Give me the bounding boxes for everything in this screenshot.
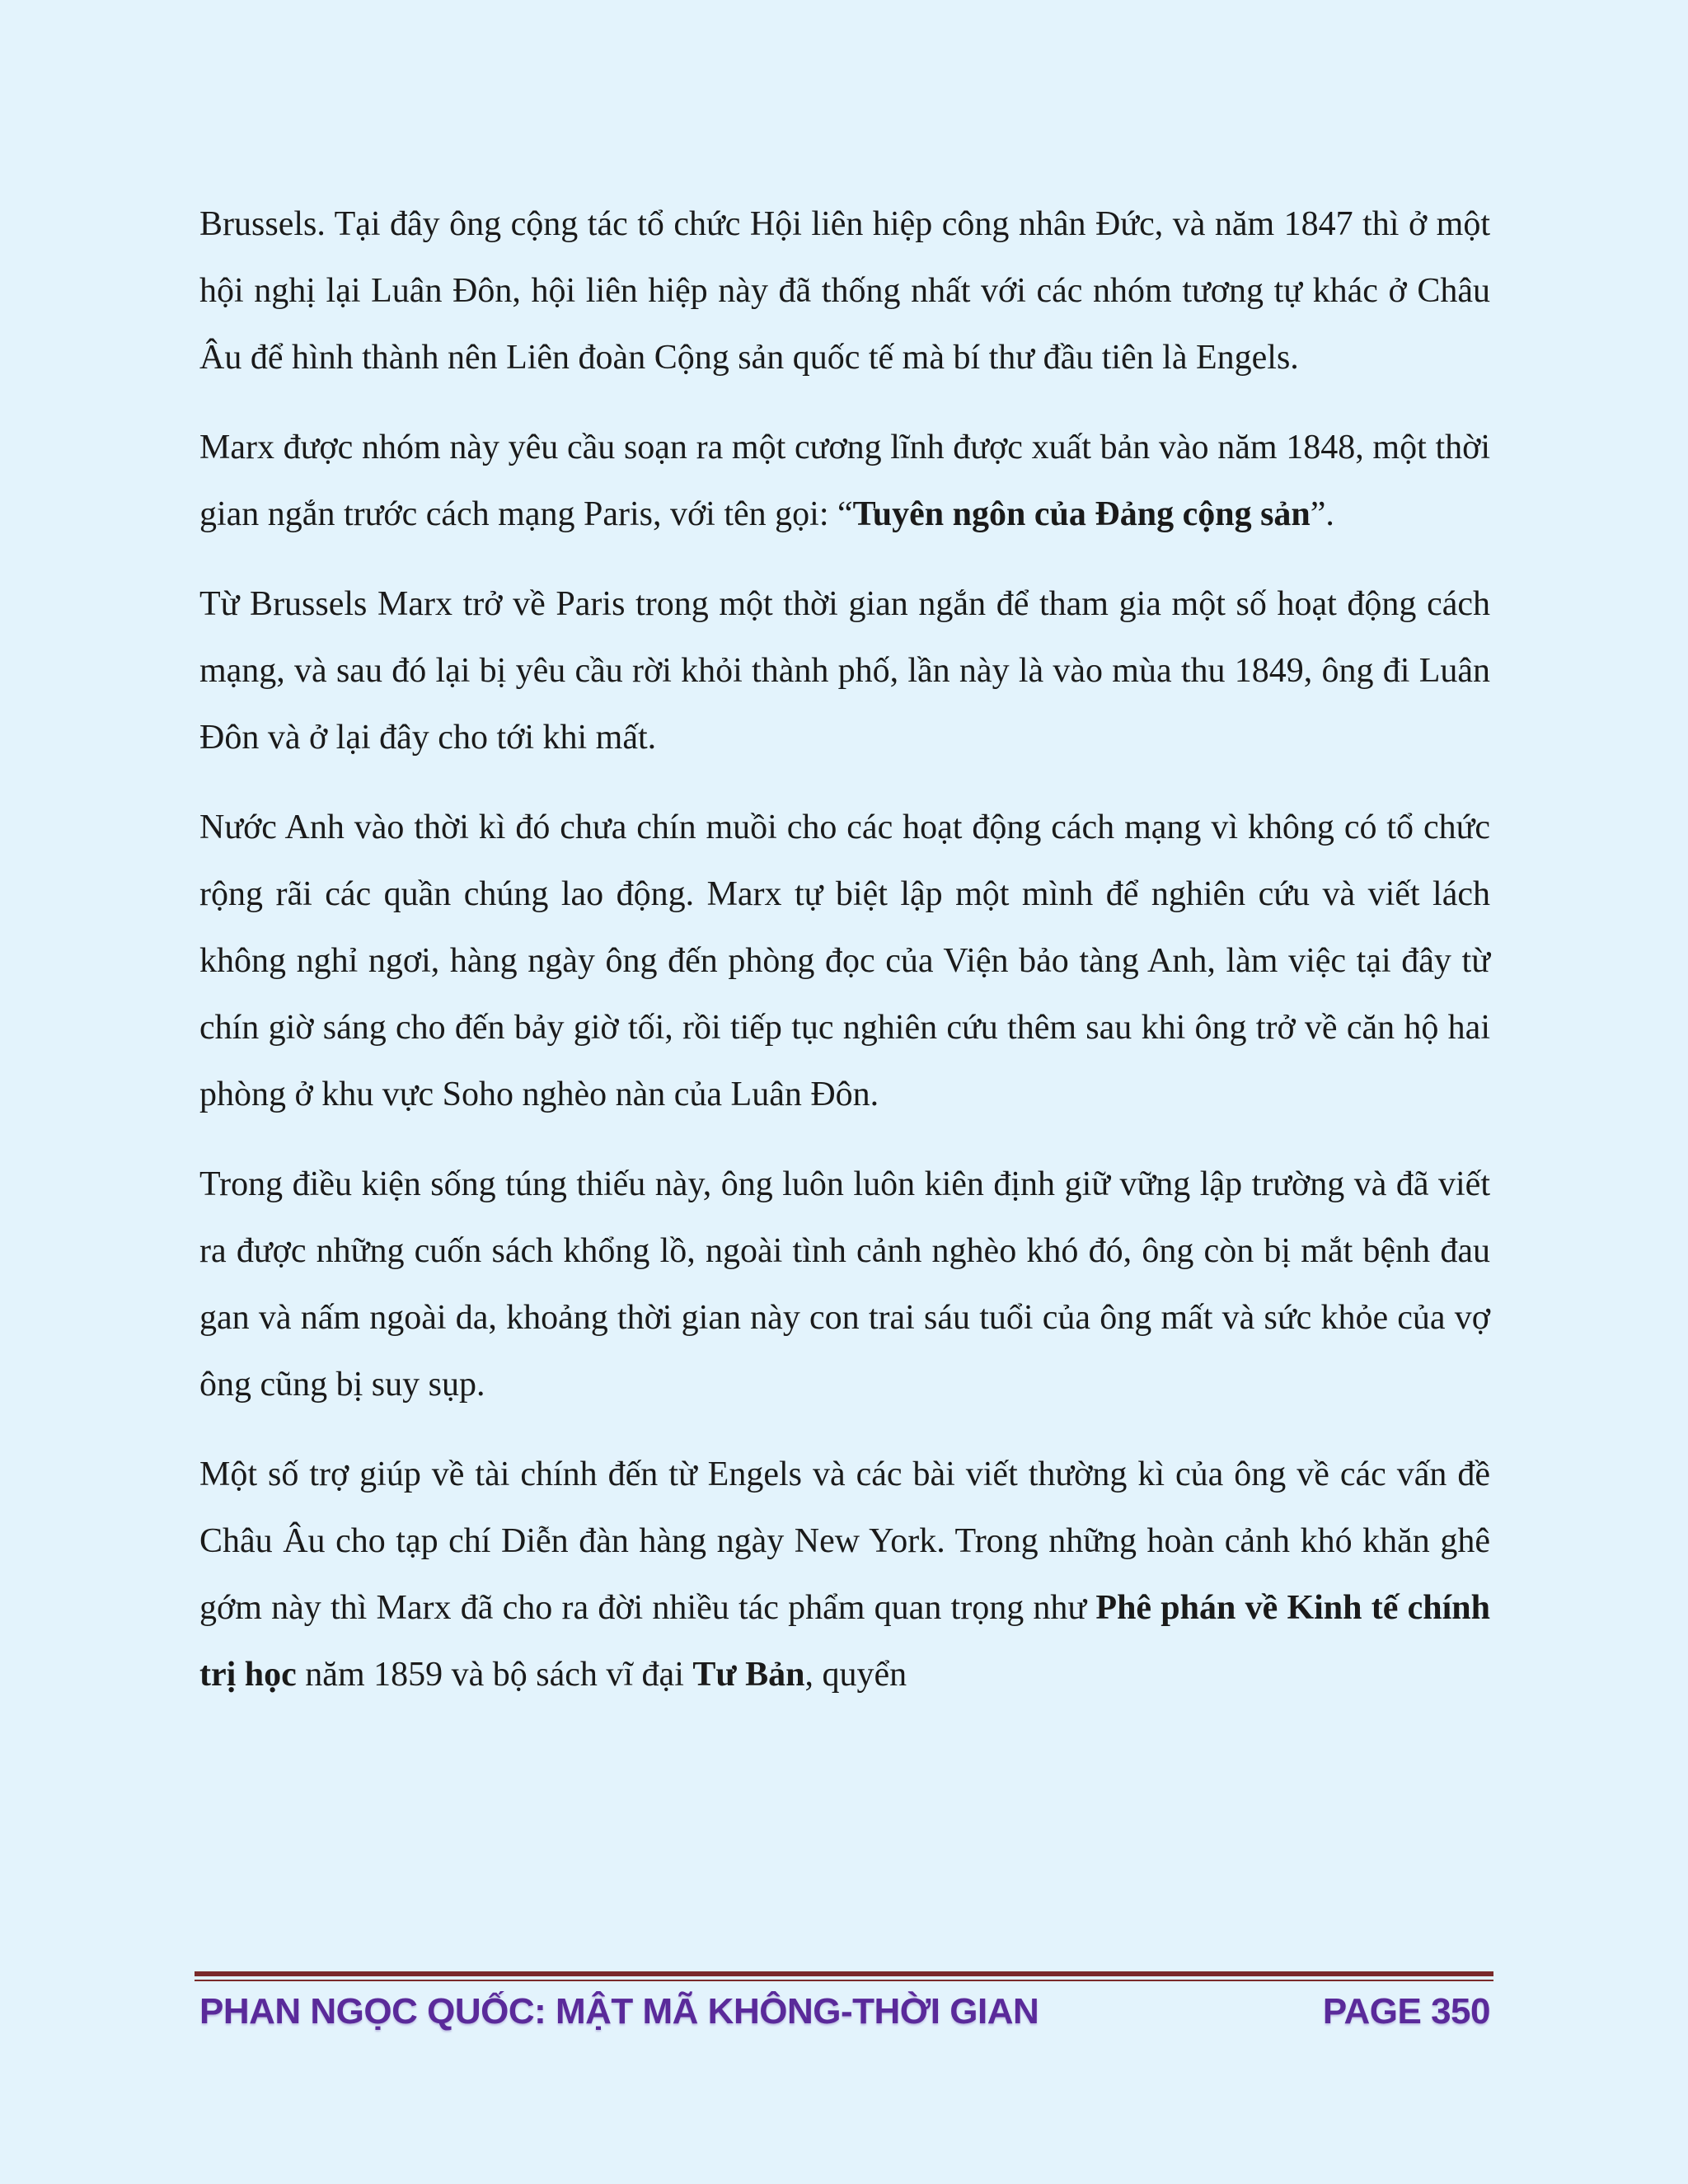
footer-page-number: PAGE 350: [1322, 1991, 1490, 2032]
capital-title: Tư Bản: [692, 1656, 805, 1694]
paragraph-1-text: Brussels. Tại đây ông cộng tác tổ chức Hội liên hiệp công nhân Đức, và năm 1847 thì ở một hội nghị lại Luân Đôn, hội liên hiệp này đã thống nhất với các nhóm tương tự khác ở Châu Âu để hình thành nên Liên đoàn Cộng sản quốc tế mà bí thư đầu tiên là Engels.: [199, 205, 1490, 377]
paragraph-4: [199, 794, 1490, 1128]
page-body: [199, 191, 1490, 1732]
paragraph-6-text-end: , quyển: [804, 1656, 907, 1694]
paragraph-6: [199, 1441, 1490, 1708]
footer-divider-thin: [195, 1980, 1493, 1981]
paragraph-6-text: Một số trợ giúp về tài chính đến từ Engels và các bài viết thường kì của ông về các vấn đề Châu Âu cho tạp chí Diễn đàn hàng ngày New York. Trong những hoàn cảnh khó khăn ghê gớm này thì Marx đã cho ra đời nhiều tác phẩm quan trọng như: [199, 1455, 1490, 1627]
paragraph-3-text: Từ Brussels Marx trở về Paris trong một thời gian ngắn để tham gia một số hoạt động cách mạng, và sau đó lại bị yêu cầu rời khỏi thành phố, lần này là vào mùa thu 1849, ông đi Luân Đôn và ở lại đây cho tới khi mất.: [199, 585, 1490, 757]
page-footer: [199, 1983, 1490, 2041]
paragraph-5: [199, 1151, 1490, 1418]
manifesto-title: Tuyên ngôn của Đảng cộng sản: [852, 495, 1311, 533]
paragraph-2: [199, 415, 1490, 548]
paragraph-6-text-mid: năm 1859 và bộ sách vĩ đại: [296, 1656, 693, 1694]
paragraph-3: [199, 571, 1490, 771]
paragraph-2-text-end: ”.: [1310, 495, 1334, 533]
footer-divider-thick: [195, 1971, 1493, 1976]
paragraph-2-text: Marx được nhóm này yêu cầu soạn ra một cương lĩnh được xuất bản vào năm 1848, một thời gian ngắn trước cách mạng Paris, với tên gọi: “: [199, 429, 1490, 533]
paragraph-4-text: Nước Anh vào thời kì đó chưa chín muồi cho các hoạt động cách mạng vì không có tổ chức rộng rãi các quần chúng lao động. Marx tự biệt lập một mình để nghiên cứu và viết lách không nghỉ ngơi, hàng ngày ông đến phòng đọc của Viện bảo tàng Anh, làm việc tại đây từ chín giờ sáng cho đến bảy giờ tối, rồi tiếp tục nghiên cứu thêm sau khi ông trở về căn hộ hai phòng ở khu vực Soho nghèo nàn của Luân Đôn.: [199, 808, 1490, 1113]
paragraph-1: [199, 191, 1490, 391]
paragraph-5-text: Trong điều kiện sống túng thiếu này, ông luôn luôn kiên định giữ vững lập trường và đã viết ra được những cuốn sách khổng lồ, ngoài tình cảnh nghèo khó đó, ông còn bị mắt bệnh đau gan và nấm ngoài da, khoảng thời gian này con trai sáu tuổi của ông mất và sức khỏe của vợ ông cũng bị suy sụp.: [199, 1165, 1490, 1404]
critique-title: Phê phán về Kinh tế chính trị học: [199, 1589, 1490, 1694]
footer-book-title: PHAN NGỌC QUỐC: MẬT MÃ KHÔNG-THỜI GIAN: [199, 1991, 1039, 2032]
